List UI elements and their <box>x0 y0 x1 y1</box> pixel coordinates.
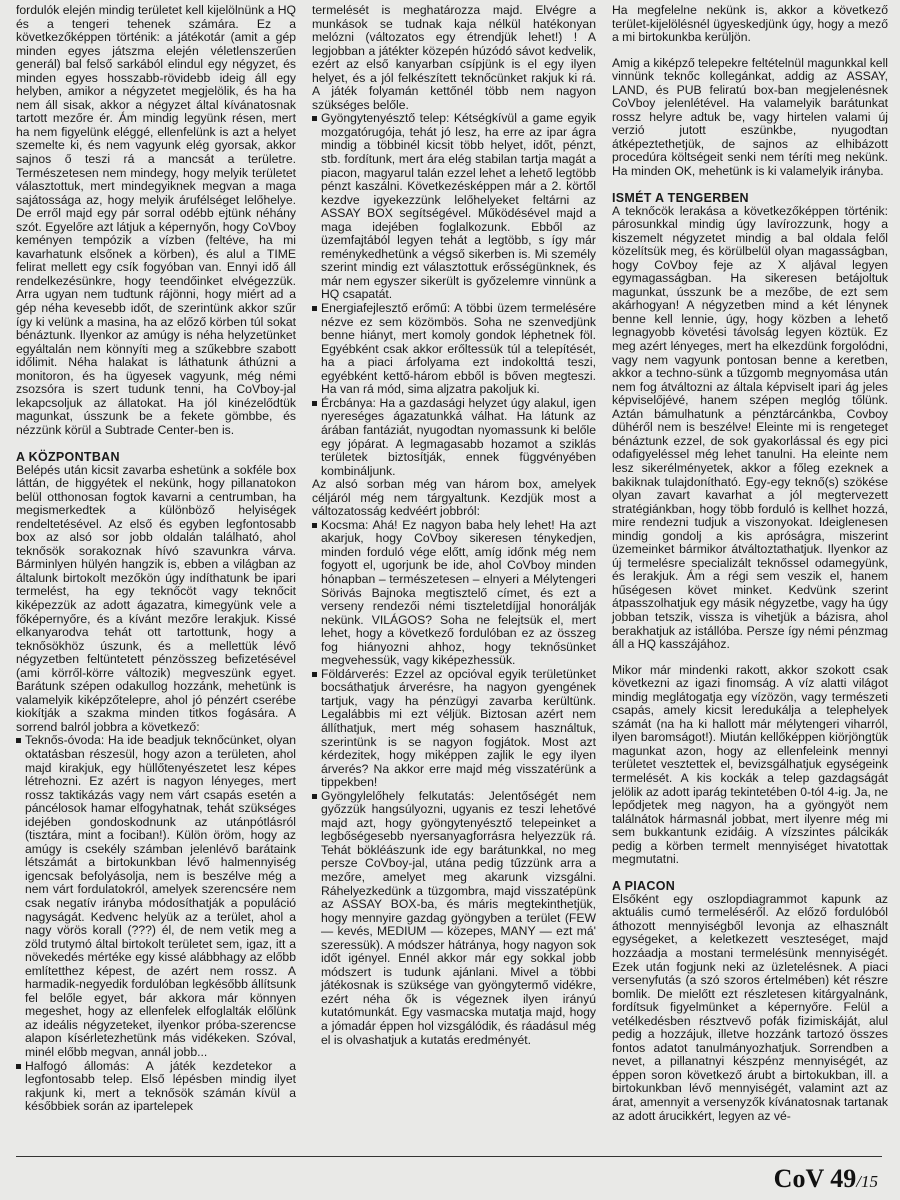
list-item: Gyöngytenyésztő telep: Kétségkívül a game egyik mozgatórugója, tehát jó lesz, ha erre az ipar ágra mindig a többinél kicsit több helyet, időt, pénzt, stb. fordítunk, mert ára elég stabilan tartja magát a piacon, magyarul talán ezzel lehet a lehető legtöbb pénzt kaszálni. Következésképpen már a 2. körtől kezdve igyekezzünk lelőhelyeket feltárni az ASSAY BOX segítségével. Működésével majd a maga idejében foglalkozunk. Ebből az üzemfajtából legyen tehát a legtöbb, s így már reménykedhetünk a végső sikerben is. Mi személy szerint mindig ezt választottuk erősségünknek, és már nem egyszer sikerült is győzelemre vinnünk a HQ csapatát. <box>312 112 596 302</box>
bullet-list <box>312 112 596 478</box>
footer-rule <box>16 1156 882 1157</box>
page-number: /15 <box>856 1172 878 1191</box>
list-item: Halfogó állomás: A játék kezdetekor a legfontosabb telep. Első lépésben mindig ilyet rakjunk ki, mert a teknősök számán kívül a későbbiek során az ipartelepek <box>16 1060 296 1114</box>
paragraph: Mikor már mindenki rakott, akkor szokott csak következni az igazi finomság. A víz alatti világot mindig meglátogatja egy vízözön, vagy természeti csapás, amely kicsit leredukálja a telephelyek számát (na ha ki hallott már mélytengeri viharról, ilyen baromságot!). Miután kellőképpen kiörjöngtük magunkat azon, hogy az ellenfeleink mennyi területet vesztettek el, bevizsgálhatjuk egységeink termelését. A kis kockák a telep gazdagságát jelölik az adott iparág tekintetében 0-tól 4-ig. Ja, ne lepődjetek meg nagyon, ha a gyöngyöt nem találnátok hármasnál jobbat, mert ilyenre még mi sem bukkantunk ezidáig. A vízszintes pálcikák pedig a körben termelt mennyiséget hivatottak megmutatni. <box>612 662 888 867</box>
paragraph: Elsőként egy oszlopdiagrammot kapunk az aktuális cumó termeléséről. Az előző fordulóból áthozott mennyiségből levonja az elhasznált egységeket, a keletkezett veszteséget, majd hozzáadja a mostani termelésünk mennyiségét. Ezek után fogjunk neki az üzletelésnek. A piaci versenyfutás (a szó szoros értelmében) két részre bomlik. De mielőtt ezt részletesen kitárgyalnánk, fordítsuk figyelmünket a képernyőre. Felül a vetélkedésben résztvevő pofák fizimiskáját, alul pedig a hozzájuk, illetve hozzánk tartozó összes fontos adatot tanulmányozhatjuk. Sorrendben a nevet, a pillanatnyi készpénz mennyiségét, az éppen soron következő árubt a birtokukban, ill. a birtokunkban lévő mennyiségét, valamint azt az árat, amennyit a versenyzők kívánatosnak tartanak az adott árucikkért, legyen az vé- <box>612 891 888 1123</box>
bullet-list <box>312 519 596 1047</box>
text-column-3 <box>612 4 888 1123</box>
paragraph: termelését is meghatározza majd. Elvégre a munkások se tudnak kaja nélkül hatékonyan melózni (változatos egy étrendjük lehet!) ! A legjobban a játékter közepén húzódó sávot kedvelik, ezért az első kanyarban csípjünk is el egy ilyen helyet, és a jól felkészített teknőcünket rakjuk ki rá. A játék folyamán kettőnél több nem nagyon szükséges belőle. <box>312 3 596 112</box>
list-item: Ércbánya: Ha a gazdasági helyzet úgy alakul, igen nyereséges ágazatunkká válhat. Ha látunk az árában fantáziát, nyugodtan nyomassunk ki belőle egy jópárat. A legmagasabb hozamot a sziklás területek biztosítják, ennek függvényében kombináljunk. <box>312 397 596 478</box>
paragraph: fordulók elején mindig területet kell kijelölnünk a HQ és a tengeri tehenek számára. Ez a következőképpen történik: a játékotár (amit a gép minden egyes játszma elején véletlenszerűen generál) bal felső sarkából elindul egy négyzet, és minden egyes hosszabb-rövidebb ideig áll egy helyben, amikor a négyzetet megjelölik, és ha ha nem áll sisak, akkor a négyzet által kívánatosnak tartott mezőre ér. Ám mindig legyünk résen, mert ha nem figyelünk eléggé, ellenfelünk is azt a helyet szemelte ki, és nem vagyunk elég gyorsak, akkor sajnos ő teszi rá a mancsát a területre. Természetesen nem mindegy, hogy melyik területet választottuk, mert mindegyiknek megvan a maga sajátossága az, hogy melyik árufélséget lelőhelye. De erről majd egy pár sorral odébb ejtünk néhány szót. Egyelőre azt látjuk a képernyőn, hogy CoVboy keményen tempózik a vízben (feltéve, ha mi kavarhatunk elsőnek a körben), és alul a TIME felirat mellett egy csík fogyóban van. Ennyi idő áll rendelkezésünkre, hogy teendőinket elvégezzük. Arra ugyan nem tudtunk rájönni, hogy miért ad a gép néha kevesebb időt, de szerintünk akkor szűr így ki velünk a masina, ha az előző körben túl sokat bénáztunk. Ilyenkor az amúgy is néha helyzetünket egyáltalán nem könnyíti meg a szűkebbre szabott időlimit. Néha halakat is láthatunk áthúzni a monitoron, és ha ügyesek vagyunk, még némi zsozsóra is szert tudunk tenni, ha CoVboy-jal lekapcsoljuk az állatokat. Ha jól kinézelődtük magunkat, ússzunk be a fekete gömbbe, és nézzünk körül a Subtrade Center-ben is. <box>16 3 296 437</box>
paragraph: Belépés után kicsit zavarba eshetünk a sokféle box láttán, de higgyétek el nekünk, hogy pillanatokon belül otthonosan fogtok kavarni a centrumban, ha megismerkedtek a különböző helyiségek rendeltetésével. Az első és egyben legfontosabb box az alsó sor jobb oldalán található, ahol teknősök sorakoznak hívó szavunkra várva. Bárminlyen hülyén hangzik is, ebben a világban az általunk birtokolt mezőkön úgy indíthatunk be ipari termelést, ha egy teknőcöt vagy teknőcit kiképezzük az adott ágazatra, kimegyünk vele a főképernyőre, és a kívánt mezőre lerakjuk. Kissé elkanyarodva tehát ott tartottunk, hogy a teknősökhöz úszunk, és a mellettük lévő négyzetben feltüntetett pénzösszeg befizetésével (ami körről-körre változik) megveszünk egyet. Barátunk szépen odakullog hozzánk, mehetünk is valamelyik kiképzőtelepre, ahol jó pénzért cserébe kiokítják a szakma minden titkos fogására. A sorrend balról jobbra a következő: <box>16 462 296 734</box>
paragraph: Amig a kiképző telepekre feltételnül magunkkal kell vinnünk teknőc kollegánkat, addig az ASSAY, LAND, és PUB feliratú box-ban megjelenésnek CoVboy jelenlétével. Ha valamelyik barátunkat rossz helyre adtuk be, vagy hirtelen valami új verzió jutott eszünkbe, nyugodtan átképeztethetjük, de sajnos az elhibázott procedúra költségeit senki nem téríti meg nekünk. Ha minden OK, mehetünk is ki valamelyik irányba. <box>612 55 888 179</box>
issue-number: 49 <box>830 1164 857 1193</box>
text-column-1 <box>16 4 296 1114</box>
section-heading: A KÖZPONTBAN <box>16 449 120 464</box>
paragraph: A teknőcök lerakása a következőképpen történik: párosunkkal mindig úgy lavírozzunk, hogy a kiszemelt négyzetet mindig a bal oldala felől közelítsük meg, és körülbelül olyan magasságban, hogy CoVboy feje az X aljával legyen egymagasságban. Ha sikeresen betájoltuk magunkat, ússzunk be a mezőbe, de ezt sem akárhogyan! A négyzetben mind a két lénynek benne kell lennie, úgy, hogy közben a lehető legnagyobb követési távolság legyen köztük. Ez meg azért lényeges, mert ha elkezdünk forgolódni, vagy nem vagyunk pontosan benne a keretben, akkor a techno-sünk a tűzgomb megnyomása után nem fog átváltozni az általa képviselt ipari ág jeles képviselőjévé, hanem szépen meglóg tőlünk. Aztán bámulhatunk a pénztárcánkba, Covboy dühéről nem is beszélve! Eleinte mi is rengeteget bénáztunk ezzel, de sok gyakorlással és egy pici odafigyeléssel még lehet tanulni. Ha eleinte nem lesz sikerélményetek, akkor a főleg ezeknek a bakiknak tulajdonítható. Egy-egy teknő(s) szökése olyan zavart kavarhat a jól megtervezett stratégiánkban, hogy több forduló is kellhet hozzá, mire rendezni tudjuk a viszonyokat. Ideiglenesen mindig gondolj a kis apróságra, miszerint üzemeinket bármikor átváltoztathatjuk. Ilyenkor az új termelésre specializált teknőssel odamegyünk, és lerakjuk. Ám a régi sem veszik el, hanem hűségesen követ minket. Kedvünk szerint átpasszolhatjuk egy másik négyzetbe, vagy ha úgy jobban tetszik, vissza is vihetjük a bázisra, ahol berakhatjuk az istállóba. Persze így némi pénzmag áll a HQ kasszájához. <box>612 203 888 652</box>
list-item: Kocsma: Ahá! Ez nagyon baba hely lehet! Ha azt akarjuk, hogy CoVboy sikeresen ténykedjen, minden forduló vége előtt, amíg időnk még nem fogyott el, ugorjunk be ide, ahol CoVboy minden hónapban – természetesen – elnyeri a Mélytengeri Sörivás Bajnoka megtisztelő címet, és ezt a verseny rendezői némi tiszteletdíjjal honorálják nekünk. VILÁGOS? Soha ne felejtsük el, mert lehet, hogy a következő fordulóban ez az összeg fog hiányozni ahhoz, hogy teknősünket megvehessük, vagy kiképezhessük. <box>312 519 596 668</box>
list-item: Földárverés: Ezzel az opcióval egyik területünket bocsáthatjuk árverésre, ha nagyon gyengének tartjuk, vagy ha pénzügyi zavarba kerültünk. Legalábbis mi ezt véljük. Biztosan azért nem állíthatjuk, mert még sohasem használtuk, szerintünk is se nagyon fogjátok. Most azt kérdezitek, hogy miképpen zajlik le egy ilyen árverés? Na akkor erre majd még visszatérünk a tippekben! <box>312 668 596 790</box>
bullet-list <box>16 734 296 1113</box>
paragraph: Az alsó sorban még van három box, amelyek céljáról még nem tárgyaltunk. Kezdjük most a változatosság kedvéért jobbról: <box>312 477 596 519</box>
paragraph: Ha megfelelne nekünk is, akkor a következő terület-kijelölésnél ügyeskedjünk úgy, hogy a mező a mi birtokunkba kerüljön. <box>612 3 888 45</box>
list-item: Teknős-óvoda: Ha ide beadjuk teknőcünket, olyan oktatásban részesül, hogy azon a területen, ahol majd kirakjuk, egy hüllőtenyészetet lesz képes létrehozni. Ez azért is nagyon lényeges, mert rossz taktikázás vagy nem várt csapás esetén a páncélosok hamar elfogyhatnak, tehát szükséges idejében gondoskodnunk az utánpótlásról (tisztára, mint a fociban!). Külön öröm, hogy az amúgy is csekély számban jelenlévő barátaink létszámát a birtokunkban lévő halmennyiség igencsak befolyásolja, nem is beszélve még a nem várt fordulatokról, amelyek szerencsére nem csak negatív irányba módosíthatják a populáció nagyságát. Kedvenc helyük az a terület, ahol a nagy vörös korall (???) él, de nem vetik meg a zöld trutymó által birtokolt területet sem, igaz, itt a növekedés mértéke egy kissé alábbhagy az előbb említetthez képest, de azért nem rossz. A harmadik-negyedik fordulóban legkésőbb állítsunk fel belőle egyet, bár akkora már könnyen megeshet, hogy az ellenfelek elfoglalták előlünk az ideális négyzeteket, ilyenkor próba-szerencse alapon kísérletezhetünk más vidékeken. Szóval, minél előbb megvan, annál jobb... <box>16 734 296 1059</box>
text-column-2 <box>312 4 596 1047</box>
magazine-logo: CoV <box>773 1164 824 1193</box>
list-item: Gyöngylelőhely felkutatás: Jelentőségét nem győzzük hangsúlyozni, ugyanis ez teszi lehetővé majd azt, hogy gyöngytenyésztő telepeinket a legbőségesebb nyersanyagforrásra helyezzük rá. Tehát bökléászunk ide egy barátunkkal, no meg persze CoVboy-jal, utána pedig tűzzünk arra a mezőre, amelyet meg akarunk vizsgálni. Ráhelyezkedünk a tüzgombra, majd visszatépünk az ASSAY BOX-ba, és máris megtekinthetjük, hogy mennyire gazdag gyöngyben a terület (FEW — kevés, MEDIUM — közepes, MANY — ezt má' szeressük). A módszer hátránya, hogy nagyon sok időt igényel. Ennél akkor már egy sokkal jobb módszert is tudunk ajánlani. Mivel a többi játékosnak is szüksége van gyöngytermő vidékre, ezért néha ők is végeznek ilyen irányú kutatómunkát. Egy vasmacska mutatja majd, hogy a jómadár éppen hol vizsgálódik, és ráadásul még el is olvashatjuk a kutatás eredményét. <box>312 790 596 1047</box>
list-item: Energiafejlesztő erőmű: A többi üzem termelésére nézve ez sem közömbös. Soha ne szenvedjünk benne hiányt, mert komoly gondok léphetnek föl. Egyébként csak akkor erőltessük túl a telepítését, ha a piaci árfolyama ezt indokolttá teszi, egyébként kettő-három ebből is bőven megteszi. Ha van rá mód, sima aljzatra pakoljuk ki. <box>312 302 596 397</box>
page-footer <box>774 1164 878 1197</box>
section-heading: ISMÉT A TENGERBEN <box>612 190 749 205</box>
section-heading: A PIACON <box>612 878 676 893</box>
